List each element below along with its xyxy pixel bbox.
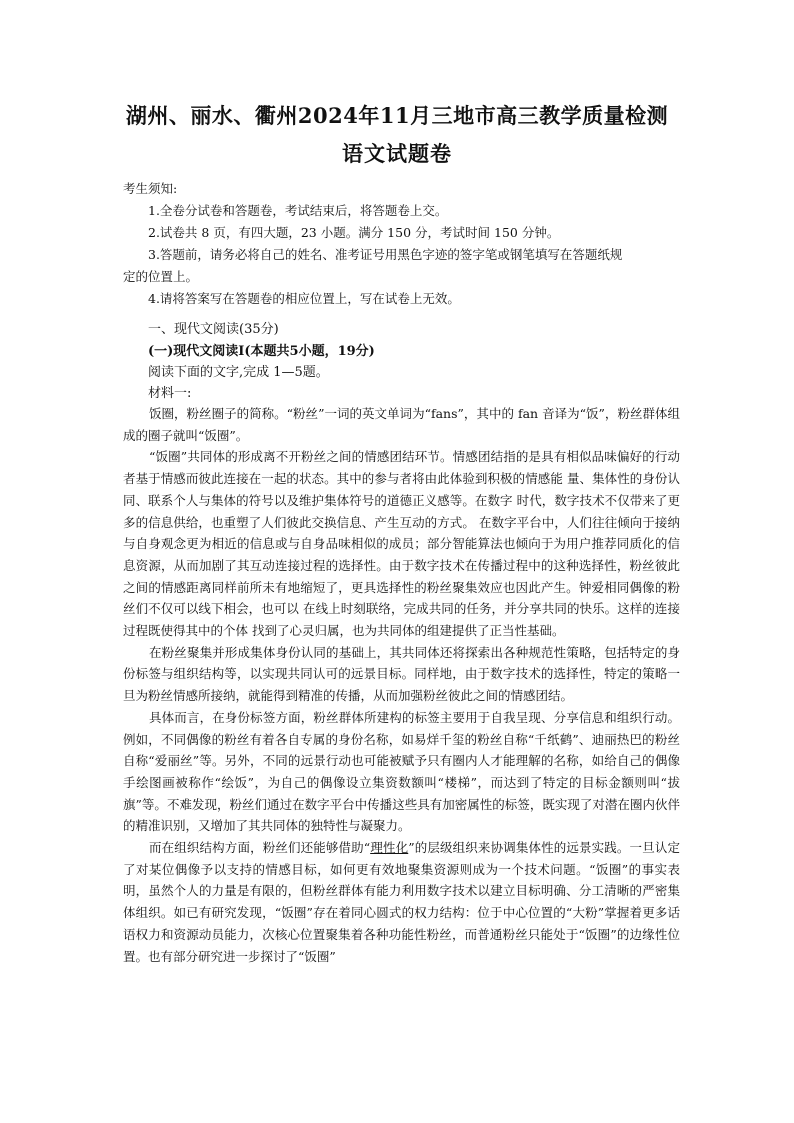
notice-heading: 考生须知: (123, 181, 178, 196)
notice-item: 3.答题前，请务必将自己的姓名、准考证号用黑色字迹的签字笔或钢笔填写在答题纸规 (148, 247, 623, 262)
passage-paragraph: 具体而言，在身份标签方面，粉丝群体所建构的标签主要用于自我呈现、分享信息和组织行动。例如，不同偶像的粉丝有着各自专属的身份名称，如易烊千玺的粉丝自称“千纸鹤”、迪丽热巴的粉丝自称“爱丽丝”等。另外，不同的远景行动也可能被赋予只有圈内人才能理解的名称，如给自己的偶像手绘图画被称作“绘饭”，为自己的偶像设立集资数额叫“楼梯”，而达到了特定的目标金额则叫“拔旗”等。不难发现，粉丝们通过在数字平台中传播这些具有加密属性的标签，既实现了对潜在圈内伙伴的精准识别，又增加了其共同体的独特性与凝聚力。 (123, 709, 680, 834)
underlined-term: 理性化 (370, 840, 409, 856)
notice-item: 4.请将答案写在答题卷的相应位置上，写在试卷上无效。 (148, 291, 460, 306)
notice-item-continuation: 定的位置上。 (123, 269, 199, 284)
reading-passage (123, 403, 680, 967)
notice-item: 1.全卷分试卷和答题卷，考试结束后，将答题卷上交。 (148, 203, 448, 218)
passage-paragraph (123, 837, 680, 967)
text-run: ”的层级组织来协调集体性的远景实践。一旦认定了对某位偶像予以支持的情感目标，如何更有效地聚集资源则成为一个技术问题。“饭圈”的事实表明，虽然个人的力量是有限的，但粉丝群体有能力利用数字技术以建立目标明确、分工清晰的严密集体组织。如已有研究发现，“饭圈”存在着同心圆式的权力结构：位于中心位置的“大粉”掌握着更多话语权力和资源动员能力，次核心位置聚集着各种功能性粉丝，而普通粉丝只能处于“饭圈”的边缘性位置。也有部分研究进一步探讨了“饭圈” (123, 840, 680, 964)
passage-paragraph: 在粉丝聚集并形成集体身份认同的基础上，其共同体还将探索出各种规范性策略，包括特定的身份标签与组织结构等，以实现共同认可的远景目标。同样地，由于数字技术的选择性，特定的策略一旦为粉丝情感所接纳，就能得到精准的传播，从而加强粉丝彼此之间的情感团结。 (123, 644, 680, 704)
candidate-notice (123, 178, 683, 310)
page-subtitle: 语文试题卷 (342, 141, 452, 166)
page-title: 湖州、丽水、衢州2024年11月三地市高三教学质量检测 (125, 103, 669, 128)
reading-instruction: 阅读下面的文字,完成 1—5题。 (148, 365, 329, 380)
passage-paragraph: 饭圈，粉丝圈子的简称。“粉丝”一词的英文单词为“fans”，其中的 fan 音译为“饭”，粉丝群体组成的圈子就叫“饭圈”。 (123, 406, 680, 443)
section-subtitle: (一)现代文阅读Ⅰ(本题共5小题，19分) (148, 344, 375, 359)
section-title: 一、现代文阅读(35分) (148, 322, 279, 337)
notice-item: 2.试卷共 8 页，有四大题，23 小题。满分 150 分，考试时间 150 分钟。 (148, 225, 560, 240)
passage-paragraph: “饭圈”共同体的形成离不开粉丝之间的情感团结环节。情感团结指的是具有相似品味偏好的行动者基于情感而彼此连接在一起的状态。其中的参与者将由此体验到积极的情感能 量、集体性的身份认同、联系个人与集体的符号以及维护集体符号的道德正义感等。在数字 时代，数字技术不仅带来了更多的信息供给，也重塑了人们彼此交换信息、产生互动的方式。 在数字平台中，人们往往倾向于接纳与自身观念更为相近的信息或与自身品味相似的成员；部分智能算法也倾向于为用户推荐同质化的信息资源，从而加剧了其互动连接过程的选择性。由于数字技术在传播过程中的这种选择性，粉丝彼此之间的情感距离同样前所未有地缩短了，更具选择性的粉丝聚集效应也因此产生。钟爱相同偶像的粉丝们不仅可以线下相会，也可以 在线上时刻联络，完成共同的任务，并分享共同的快乐。这样的连接过程既使得其中的个体 找到了心灵归属，也为共同体的组建提供了正当性基础。 (123, 449, 680, 639)
text-run: 而在组织结构方面，粉丝们还能够借助“ (149, 840, 371, 856)
material-label: 材料一: (148, 386, 192, 401)
